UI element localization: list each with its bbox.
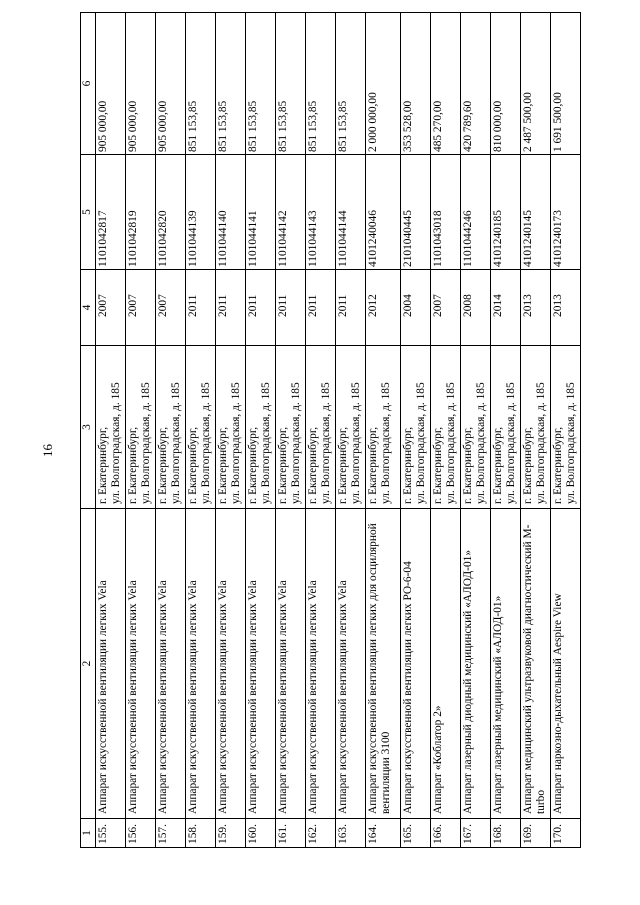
address-street: ул. Волгоградская, д. 185 xyxy=(200,382,212,504)
table-row xyxy=(126,13,156,848)
equipment-name: Аппарат искусственной вентиляции легких Vela xyxy=(186,509,216,819)
address-cell xyxy=(156,346,186,509)
address-city: г. Екатеринбург, xyxy=(127,426,139,504)
price: 851 153,85 xyxy=(186,13,216,155)
header-col-1: 1 xyxy=(81,819,96,848)
address-street: ул. Волгоградская, д. 185 xyxy=(445,382,457,504)
address-cell xyxy=(366,346,401,509)
table-row xyxy=(491,13,521,848)
price: 2 487 500,00 xyxy=(521,13,551,155)
price: 420 789,60 xyxy=(461,13,491,155)
price: 851 153,85 xyxy=(276,13,306,155)
address-street: ул. Волгоградская, д. 185 xyxy=(535,382,547,504)
equipment-name: Аппарат «Коблатор 2» xyxy=(431,509,461,819)
price: 2 000 000,00 xyxy=(366,13,401,155)
table-row xyxy=(96,13,126,848)
table-row xyxy=(431,13,461,848)
price: 851 153,85 xyxy=(246,13,276,155)
table-row xyxy=(336,13,366,848)
price: 851 153,85 xyxy=(216,13,246,155)
row-number: 169. xyxy=(521,819,551,848)
address-street: ул. Волгоградская, д. 185 xyxy=(380,382,392,504)
address-city: г. Екатеринбург, xyxy=(522,426,534,504)
table-row xyxy=(461,13,491,848)
year: 2013 xyxy=(551,270,581,346)
year: 2011 xyxy=(336,270,366,346)
address-city: г. Екатеринбург, xyxy=(277,426,289,504)
year: 2007 xyxy=(156,270,186,346)
row-number: 167. xyxy=(461,819,491,848)
row-number: 160. xyxy=(246,819,276,848)
price: 851 153,85 xyxy=(336,13,366,155)
address-city: г. Екатеринбург, xyxy=(217,426,229,504)
header-col-3: 3 xyxy=(81,346,96,509)
price: 905 000,00 xyxy=(156,13,186,155)
address-city: г. Екатеринбург, xyxy=(367,426,379,504)
year: 2004 xyxy=(401,270,431,346)
year: 2014 xyxy=(491,270,521,346)
inventory-number: 1101043018 xyxy=(431,155,461,270)
address-cell xyxy=(401,346,431,509)
equipment-name: Аппарат лазерный медицинский «АЛОД-01» xyxy=(491,509,521,819)
row-number: 170. xyxy=(551,819,581,848)
address-cell xyxy=(521,346,551,509)
equipment-name: Аппарат искусственной вентиляции легких Vela xyxy=(156,509,186,819)
row-number: 168. xyxy=(491,819,521,848)
address-cell xyxy=(306,346,336,509)
address-street: ул. Волгоградская, д. 185 xyxy=(110,382,122,504)
year: 2011 xyxy=(186,270,216,346)
address-city: г. Екатеринбург, xyxy=(247,426,259,504)
year: 2007 xyxy=(431,270,461,346)
address-street: ул. Волгоградская, д. 185 xyxy=(230,382,242,504)
inventory-number: 1101042819 xyxy=(126,155,156,270)
header-col-2: 2 xyxy=(81,509,96,819)
table-row xyxy=(521,13,551,848)
year: 2012 xyxy=(366,270,401,346)
address-city: г. Екатеринбург, xyxy=(492,426,504,504)
address-cell xyxy=(96,346,126,509)
row-number: 166. xyxy=(431,819,461,848)
address-cell xyxy=(431,346,461,509)
address-cell xyxy=(126,346,156,509)
inventory-number: 1101044142 xyxy=(276,155,306,270)
address-cell xyxy=(186,346,216,509)
address-city: г. Екатеринбург, xyxy=(157,426,169,504)
inventory-number: 4101240046 xyxy=(366,155,401,270)
address-street: ул. Волгоградская, д. 185 xyxy=(415,382,427,504)
equipment-name: Аппарат искусственной вентиляции легких Vela xyxy=(96,509,126,819)
price: 485 270,00 xyxy=(431,13,461,155)
row-number: 163. xyxy=(336,819,366,848)
price: 905 000,00 xyxy=(126,13,156,155)
year: 2011 xyxy=(306,270,336,346)
table-row xyxy=(216,13,246,848)
year: 2011 xyxy=(246,270,276,346)
equipment-name: Аппарат искусственной вентиляции легких Vela xyxy=(336,509,366,819)
row-number: 161. xyxy=(276,819,306,848)
price: 851 153,85 xyxy=(306,13,336,155)
inventory-number: 1101044246 xyxy=(461,155,491,270)
price: 810 000,00 xyxy=(491,13,521,155)
year: 2013 xyxy=(521,270,551,346)
row-number: 164. xyxy=(366,819,401,848)
inventory-number: 2101040445 xyxy=(401,155,431,270)
inventory-number: 1101044139 xyxy=(186,155,216,270)
table-body xyxy=(96,13,581,848)
row-number: 165. xyxy=(401,819,431,848)
row-number: 158. xyxy=(186,819,216,848)
address-cell xyxy=(336,346,366,509)
address-city: г. Екатеринбург, xyxy=(187,426,199,504)
address-city: г. Екатеринбург, xyxy=(432,426,444,504)
address-cell xyxy=(276,346,306,509)
table-row xyxy=(186,13,216,848)
equipment-name: Аппарат искусственной вентиляции легких Vela xyxy=(306,509,336,819)
equipment-table xyxy=(80,12,581,848)
address-street: ул. Волгоградская, д. 185 xyxy=(475,382,487,504)
inventory-number: 1101042820 xyxy=(156,155,186,270)
address-city: г. Екатеринбург, xyxy=(402,426,414,504)
address-city: г. Екатеринбург, xyxy=(462,426,474,504)
price: 353 528,00 xyxy=(401,13,431,155)
address-cell xyxy=(491,346,521,509)
address-city: г. Екатеринбург, xyxy=(552,426,564,504)
equipment-name: Аппарат искусственной вентиляции легких РО-6-04 xyxy=(401,509,431,819)
equipment-name: Аппарат искусственной вентиляции легких Vela xyxy=(216,509,246,819)
inventory-number: 1101042817 xyxy=(96,155,126,270)
table-header-row xyxy=(81,13,96,848)
equipment-name: Аппарат искусственной вентиляции легких Vela xyxy=(276,509,306,819)
header-col-4: 4 xyxy=(81,270,96,346)
address-street: ул. Волгоградская, д. 185 xyxy=(290,382,302,504)
year: 2007 xyxy=(126,270,156,346)
address-street: ул. Волгоградская, д. 185 xyxy=(320,382,332,504)
address-city: г. Екатеринбург, xyxy=(97,426,109,504)
inventory-number: 1101044144 xyxy=(336,155,366,270)
year: 2007 xyxy=(96,270,126,346)
address-street: ул. Волгоградская, д. 185 xyxy=(505,382,517,504)
address-street: ул. Волгоградская, д. 185 xyxy=(565,382,577,504)
equipment-name: Аппарат наркозно-дыхательный Aespire View xyxy=(551,509,581,819)
equipment-name: Аппарат медицинский ультразвуковой диагностический M-turbo xyxy=(521,509,551,819)
inventory-number: 1101044141 xyxy=(246,155,276,270)
row-number: 156. xyxy=(126,819,156,848)
table-row xyxy=(401,13,431,848)
price: 905 000,00 xyxy=(96,13,126,155)
row-number: 159. xyxy=(216,819,246,848)
year: 2008 xyxy=(461,270,491,346)
row-number: 155. xyxy=(96,819,126,848)
rotated-table-wrapper xyxy=(80,43,592,848)
address-street: ул. Волгоградская, д. 185 xyxy=(350,382,362,504)
year: 2011 xyxy=(276,270,306,346)
inventory-number: 4101240145 xyxy=(521,155,551,270)
table-row xyxy=(246,13,276,848)
equipment-name: Аппарат лазерный диодный медицинский «АЛОД-01» xyxy=(461,509,491,819)
equipment-name: Аппарат искусственной вентиляции легких для осцилярной вентиляции 3100 xyxy=(366,509,401,819)
header-col-6: 6 xyxy=(81,13,96,155)
address-cell xyxy=(246,346,276,509)
address-city: г. Екатеринбург, xyxy=(307,426,319,504)
table-row xyxy=(276,13,306,848)
inventory-number: 1101044143 xyxy=(306,155,336,270)
table-row xyxy=(306,13,336,848)
header-col-5: 5 xyxy=(81,155,96,270)
table-row xyxy=(551,13,581,848)
inventory-number: 4101240185 xyxy=(491,155,521,270)
address-street: ул. Волгоградская, д. 185 xyxy=(140,382,152,504)
address-street: ул. Волгоградская, д. 185 xyxy=(260,382,272,504)
address-cell xyxy=(551,346,581,509)
address-cell xyxy=(216,346,246,509)
equipment-name: Аппарат искусственной вентиляции легких Vela xyxy=(126,509,156,819)
table-row xyxy=(366,13,401,848)
row-number: 157. xyxy=(156,819,186,848)
address-street: ул. Волгоградская, д. 185 xyxy=(170,382,182,504)
year: 2011 xyxy=(216,270,246,346)
price: 1 691 500,00 xyxy=(551,13,581,155)
address-city: г. Екатеринбург, xyxy=(337,426,349,504)
page-number: 16 xyxy=(40,444,55,457)
equipment-name: Аппарат искусственной вентиляции легких Vela xyxy=(246,509,276,819)
table-row xyxy=(156,13,186,848)
row-number: 162. xyxy=(306,819,336,848)
inventory-number: 4101240173 xyxy=(551,155,581,270)
address-cell xyxy=(461,346,491,509)
inventory-number: 1101044140 xyxy=(216,155,246,270)
